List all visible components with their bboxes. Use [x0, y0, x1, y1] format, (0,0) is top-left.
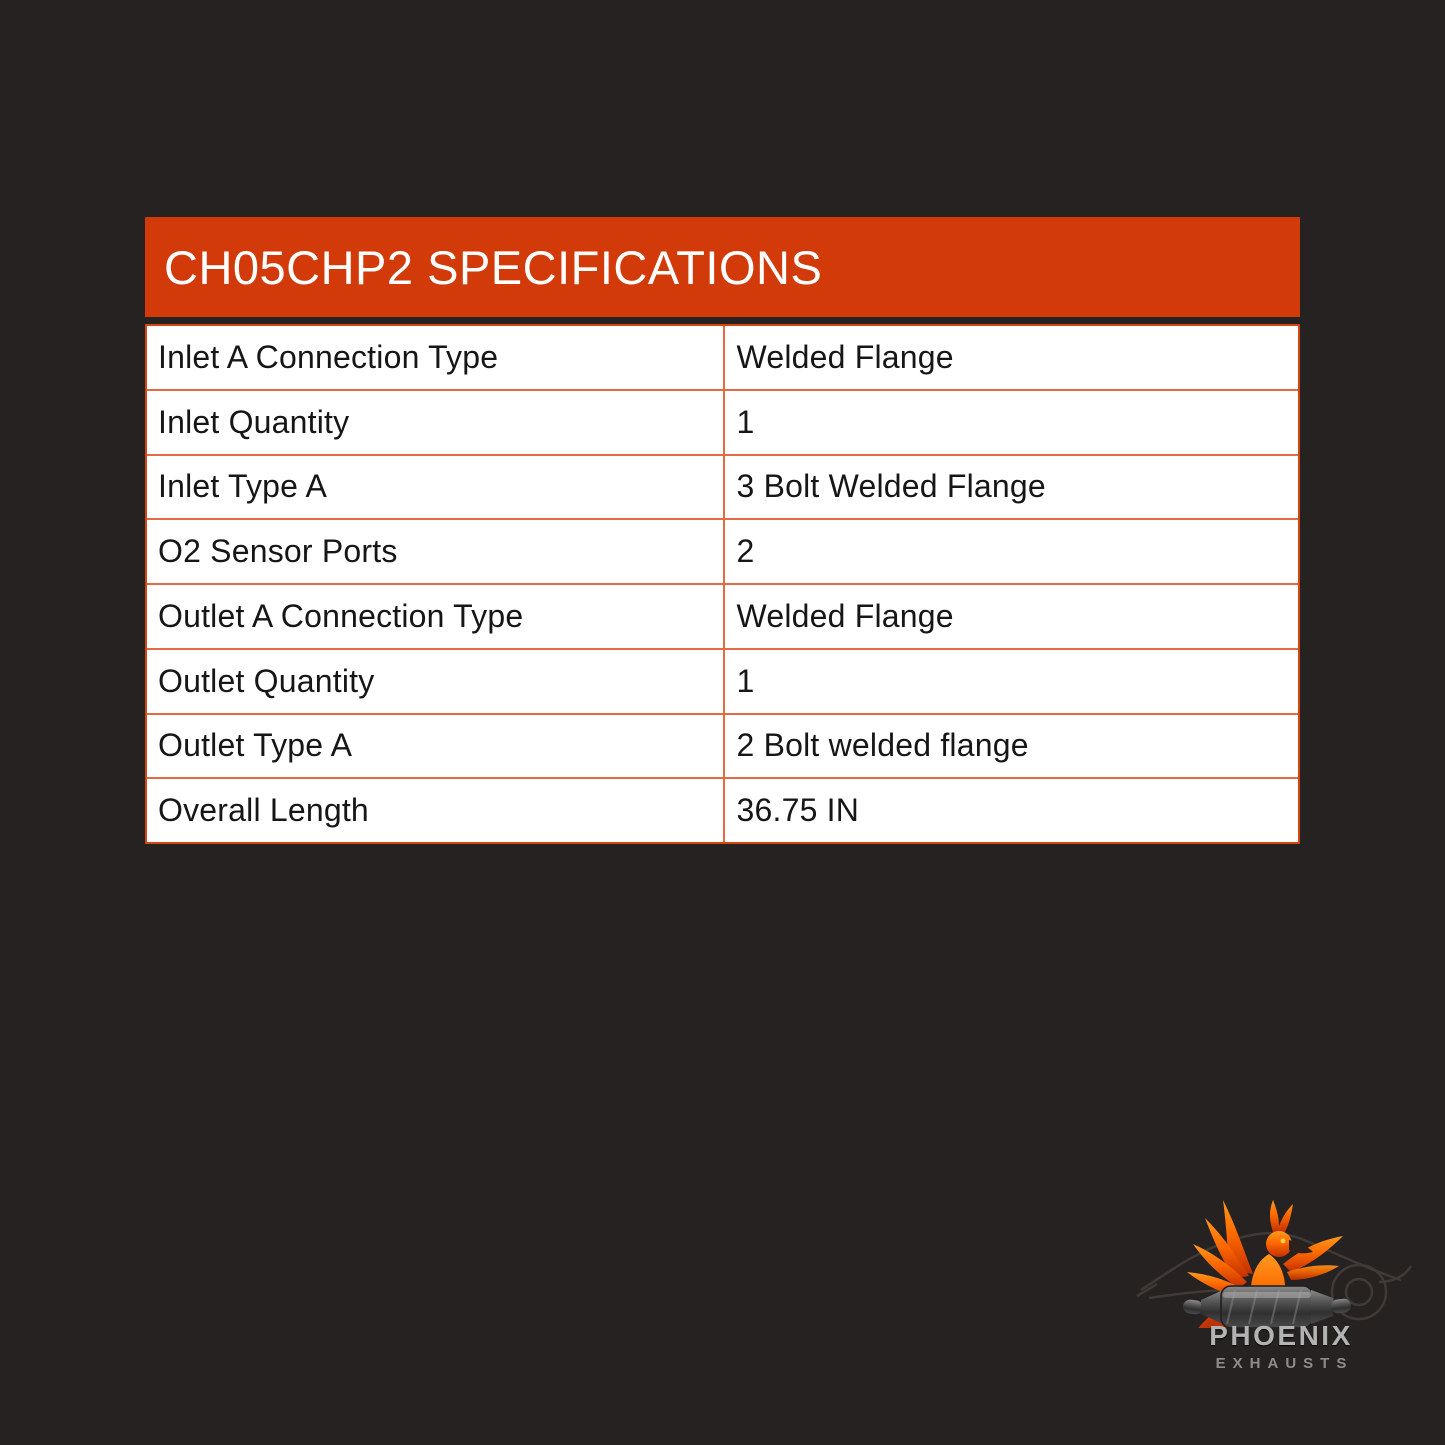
spec-value: 1: [723, 650, 1299, 713]
spec-label: Outlet A Connection Type: [158, 597, 524, 634]
table-row: [147, 713, 1298, 778]
spec-value: Welded Flange: [723, 585, 1299, 648]
table-row: [147, 454, 1298, 519]
phoenix-logo-icon: [1135, 1178, 1427, 1328]
table-row: [147, 389, 1298, 454]
spec-table: [145, 324, 1300, 844]
spec-value: Welded Flange: [723, 326, 1299, 389]
spec-label: Inlet Type A: [158, 468, 328, 505]
spec-label: Inlet A Connection Type: [158, 338, 499, 375]
brand-logo: [1135, 1178, 1427, 1372]
table-row: [147, 648, 1298, 713]
spec-label: Overall Length: [158, 792, 369, 829]
table-row: [147, 583, 1298, 648]
spec-value: 2: [723, 520, 1299, 583]
table-row: [147, 777, 1298, 842]
spec-value: 3 Bolt Welded Flange: [723, 456, 1299, 519]
spec-label: Outlet Type A: [158, 727, 353, 764]
brand-subtitle: EXHAUSTS: [1215, 1355, 1354, 1372]
phoenix-head-icon: [1266, 1200, 1313, 1257]
table-row: [147, 518, 1298, 583]
spec-header: [145, 217, 1300, 317]
spec-value: 1: [723, 391, 1299, 454]
spec-label: O2 Sensor Ports: [158, 533, 398, 570]
spec-value: 2 Bolt welded flange: [723, 715, 1299, 778]
brand-name: PHOENIX: [1209, 1320, 1353, 1351]
table-row: [147, 326, 1298, 389]
spec-value: 36.75 IN: [723, 779, 1299, 842]
spec-label: Outlet Quantity: [158, 662, 375, 699]
spec-label: Inlet Quantity: [158, 403, 350, 440]
spec-title: CH05CHP2 SPECIFICATIONS: [164, 240, 823, 294]
